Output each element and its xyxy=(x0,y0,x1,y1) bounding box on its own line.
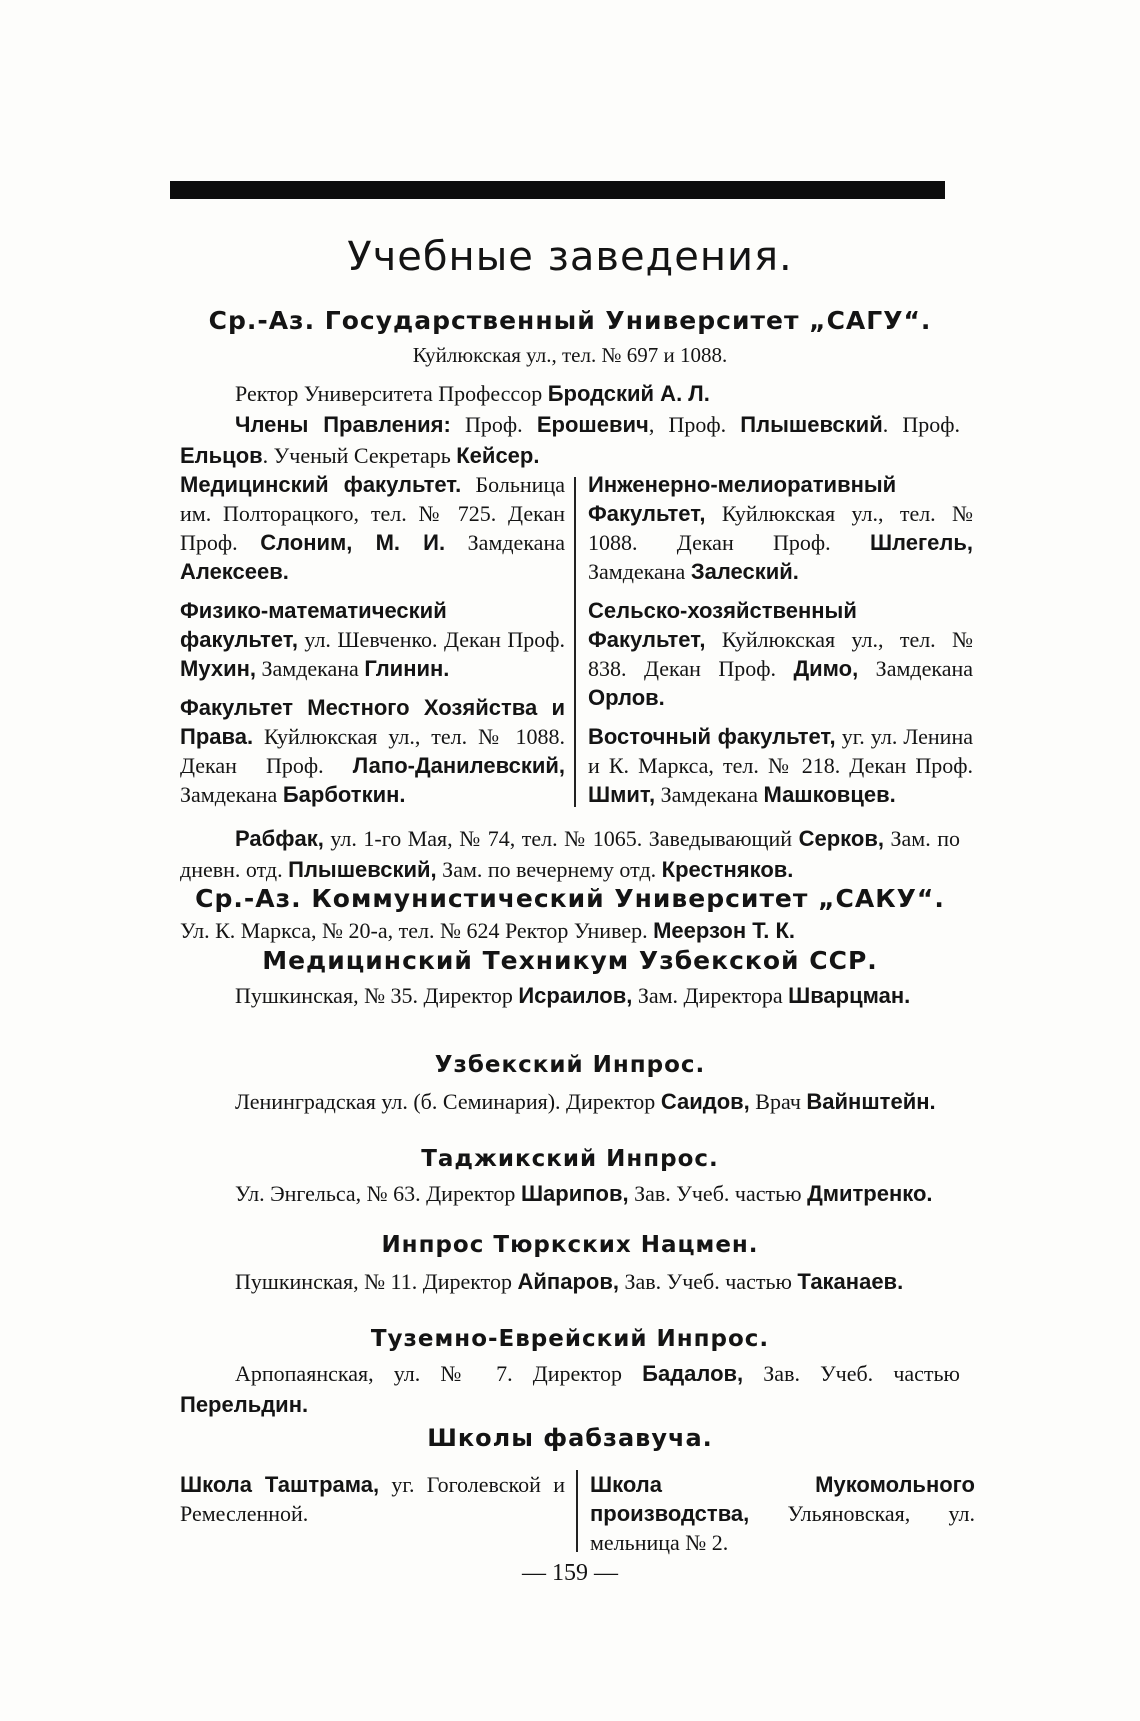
column-divider xyxy=(574,477,576,807)
fzu-right: Школа Мукомольного производства, Ульяновская, ул. мельница № 2. xyxy=(590,1472,975,1555)
saku-title: Ср.-Аз. Коммунистический Университет „САКУ“. xyxy=(195,884,945,913)
sagu-title: Ср.-Аз. Государственный Университет „САГУ“. xyxy=(208,306,932,335)
faculties-left-column xyxy=(180,470,565,819)
faculty-entry: Факультет Местного Хозяйства и Права. Куйлюкская ул., тел. № 1088. Декан Проф. Лапо-Данилевский, Замдекана Барботкин. xyxy=(180,695,565,807)
faculty-entry: Сельско-хозяйственный Факультет, Куйлюкская ул., тел. № 838. Декан Проф. Димо, Замдекана Орлов. xyxy=(588,598,974,710)
faculties-right-column xyxy=(588,470,973,819)
faculty-entry: Восточный факультет, уг. ул. Ленина и К. Маркса, тел. № 218. Декан Проф. Шмит, Замдекана Машковцев. xyxy=(588,724,973,807)
page-number: — 159 — xyxy=(522,1560,618,1586)
sagu-administration: Ректор Университета Профессор Бродский А. Л. Члены Правления: Проф. Ерошевич, Проф. Плышевский. Проф. Ельцов. Ученый Секретарь Кейсер. xyxy=(180,381,961,468)
institution-title: Медицинский Техникум Узбекской ССР. xyxy=(262,946,878,975)
institution-title: Инпрос Тюркских Нацмен. xyxy=(381,1232,759,1258)
institution-details: Арпопаянская, ул. № 7. Директор Бадалов, Зав. Учеб. частью Перельдин. xyxy=(180,1361,960,1417)
institution-title: Узбекский Инпрос. xyxy=(434,1052,706,1078)
fzu-left: Школа Таштрама, уг. Гоголевской и Ремесленной. xyxy=(180,1472,565,1526)
faculty-entry: Физико-математический факультет, ул. Шевченко. Декан Проф. Мухин, Замдекана Глинин. xyxy=(180,598,565,681)
page-title: Учебные заведения. xyxy=(347,234,793,280)
faculty-entry: Медицинский факультет. Больница им. Полторацкого, тел. № 725. Декан Проф. Слоним, М. И. Замдекана Алексеев. xyxy=(180,472,565,584)
institution-details: Пушкинская, № 35. Директор Исраилов, Зам. Директора Шварцман. xyxy=(235,983,911,1008)
saku-details: Ул. К. Маркса, № 20-а, тел. № 624 Ректор Универ. Меерзон Т. К. xyxy=(180,918,795,943)
top-rule xyxy=(170,181,945,199)
institution-details: Пушкинская, № 11. Директор Айпаров, Зав. Учеб. частью Таканаев. xyxy=(235,1269,904,1294)
faculty-entry: Инженерно-мелиоративный Факультет, Куйлюкская ул., тел. № 1088. Декан Проф. Шлегель, Замдекана Залеский. xyxy=(588,472,973,584)
fzu-title: Школы фабзавуча. xyxy=(427,1424,713,1452)
sagu-address: Куйлюкская ул., тел. № 697 и 1088. xyxy=(412,343,728,367)
rabfak-entry: Рабфак, ул. 1-го Мая, № 74, тел. № 1065. Заведывающий Серков, Зам. по дневн. отд. Плышевский, Зам. по вечернему отд. Крестняков. xyxy=(180,826,960,882)
institution-details: Ленинградская ул. (б. Семинария). Директор Саидов, Врач Вайнштейн. xyxy=(235,1089,936,1114)
fzu-divider xyxy=(576,1470,578,1552)
institution-title: Туземно-Еврейский Инпрос. xyxy=(370,1326,770,1352)
institution-title: Таджикский Инпрос. xyxy=(421,1146,719,1172)
institution-details: Ул. Энгельса, № 63. Директор Шарипов, Зав. Учеб. частью Дмитренко. xyxy=(235,1181,933,1206)
